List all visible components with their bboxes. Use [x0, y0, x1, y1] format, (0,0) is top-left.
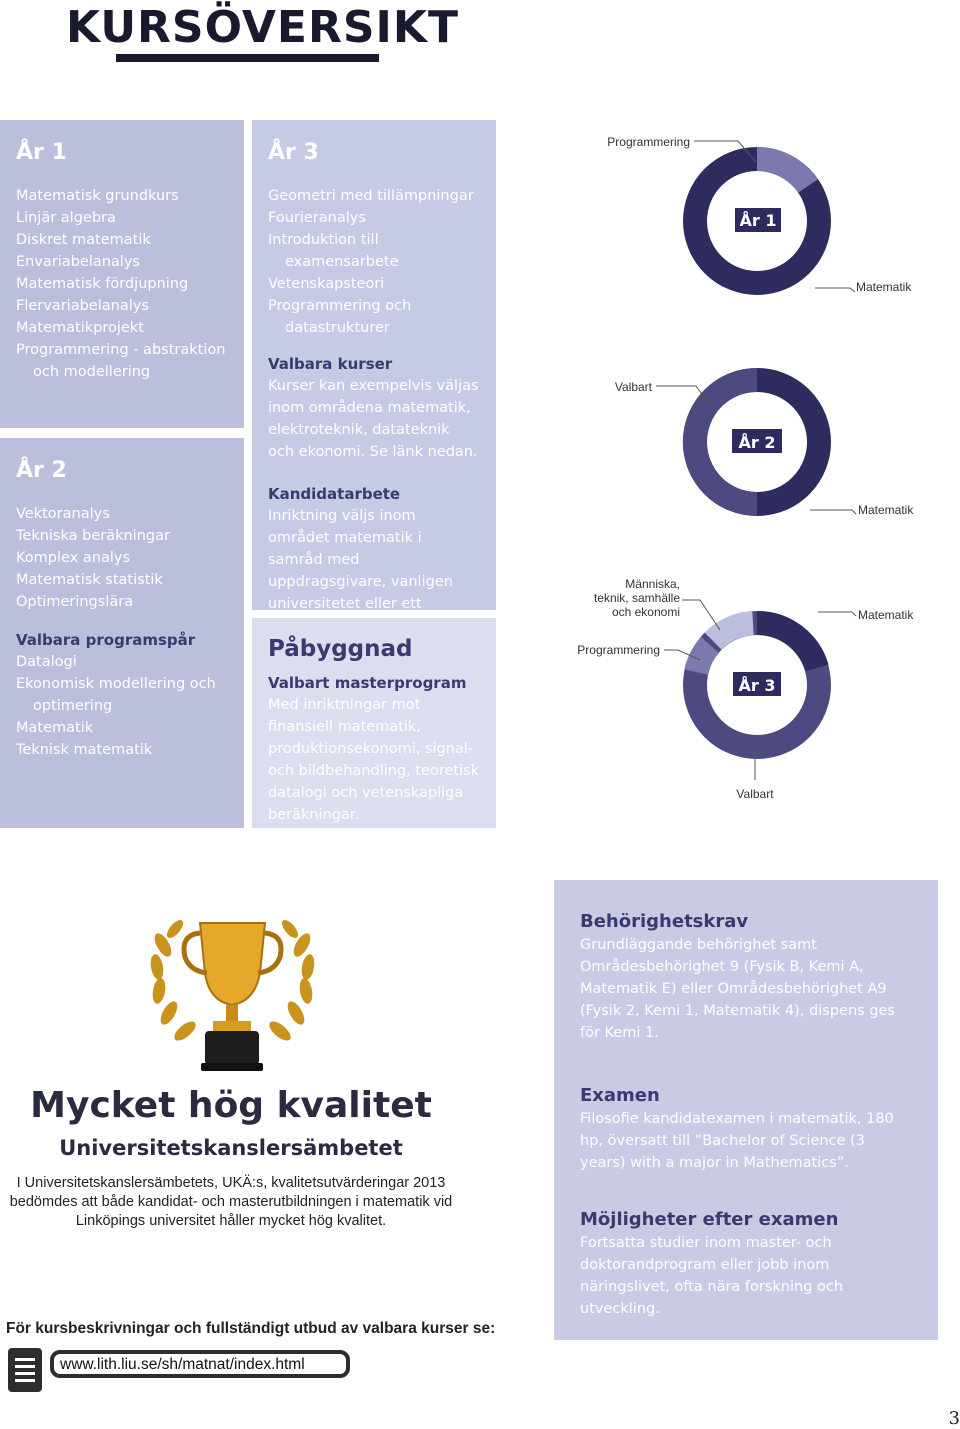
year2-box — [0, 438, 244, 828]
callout-math: Matematik — [856, 280, 912, 294]
requirements-text: Grundläggande behörighet samt Områdesbehörighet 9 (Fysik B, Kemi A, Matematik E) eller Områdesbehörighet A9 (Fysik 2, Kemi 1, Matematik 4), dispens ges för Kemi 1. — [580, 937, 895, 1041]
links-heading: För kursbeskrivningar och fullständigt utbud av valbara kurser se: — [6, 1320, 496, 1337]
course-item: Flervariabelanalys — [16, 298, 149, 314]
thesis-text: Inriktning väljs inom området matematik i samråd med uppdragsgivare, vanligen universitetet eller ett — [268, 508, 453, 612]
after-exam-section — [580, 1208, 912, 1320]
course-item: Programmering - abstraktion — [16, 342, 226, 358]
donut-svg — [560, 120, 960, 820]
donut-year1-label: År 1 — [739, 211, 777, 230]
course-item: Introduktion till — [268, 232, 379, 248]
year1-course-list — [16, 185, 228, 383]
track-item: Matematik — [16, 720, 94, 736]
info-box — [554, 880, 938, 1340]
callout-programming: Programmering — [607, 135, 690, 149]
callout-math: Matematik — [858, 503, 914, 517]
course-item: datastrukturer — [285, 320, 390, 336]
callout-society-2: teknik, samhälle — [593, 591, 680, 605]
course-item: Matematisk grundkurs — [16, 188, 179, 204]
donut-year3-society — [713, 623, 753, 641]
title-underline — [116, 54, 379, 62]
course-item: och modellering — [33, 364, 151, 380]
advanced-text: Med inriktningar mot finansiell matematik, produktionsekonomi, signal- och bildbehandling, teoretisk datalogi och vetenskapliga beräkningar. — [268, 697, 480, 823]
url-box[interactable] — [50, 1350, 350, 1378]
exam-section — [580, 1084, 912, 1174]
course-item: Vektoranalys — [16, 506, 110, 522]
electives-heading: Valbara kurser — [268, 355, 393, 373]
course-item: Matematisk statistik — [16, 572, 163, 588]
quality-title: Mycket hög kvalitet — [30, 1085, 432, 1126]
donut-year3 — [577, 577, 914, 801]
course-item: Matematikprojekt — [16, 320, 144, 336]
year2-heading: År 2 — [16, 458, 67, 483]
callout-line — [815, 288, 855, 292]
course-item: examensarbete — [285, 254, 399, 270]
after-exam-text: Fortsatta studier inom master- och doktorandprogram eller jobb inom näringslivet, ofta nära forskning och utveckling. — [580, 1235, 844, 1317]
course-item: Fourieranalys — [268, 210, 366, 226]
callout-line — [818, 612, 856, 616]
donut-year2-label: År 2 — [738, 433, 776, 452]
track-item: optimering — [33, 698, 113, 714]
course-item: Programmering och — [268, 298, 412, 314]
tracks-list — [16, 651, 228, 761]
tracks-heading: Valbara programspår — [16, 631, 196, 649]
callout-programming: Programmering — [577, 643, 660, 657]
callout-elective: Valbart — [614, 380, 652, 394]
course-item: Envariabelanalys — [16, 254, 140, 270]
course-item: Diskret matematik — [16, 232, 151, 248]
course-item: Geometri med tillämpningar — [268, 188, 474, 204]
quality-body: I Universitetskanslersämbetets, UKÄ:s, kvalitetsutvärderingar 2013 bedömdes att både kandidat- och masterutbildningen i matematik vid Linköpings universitet håller mycket hög kvalitet. — [9, 1175, 453, 1229]
track-item: Teknisk matematik — [16, 742, 153, 758]
track-item: Ekonomisk modellering och — [16, 676, 216, 692]
thesis-heading: Kandidatarbete — [268, 485, 401, 503]
page-title: KURSÖVERSIKT — [66, 2, 460, 53]
advanced-heading: Påbyggnad — [268, 636, 413, 662]
year3-box — [252, 120, 496, 610]
year1-box — [0, 120, 244, 428]
after-exam-heading: Möjligheter efter examen — [580, 1209, 839, 1230]
page-number: 3 — [948, 1408, 960, 1429]
track-item: Datalogi — [16, 654, 77, 670]
quality-subtitle: Universitetskanslersämbetet — [59, 1136, 403, 1160]
year-donut-diagram — [560, 120, 960, 820]
document-icon — [8, 1348, 42, 1392]
callout-math: Matematik — [858, 608, 914, 622]
donut-year1 — [607, 135, 912, 294]
donut-year3-math — [757, 623, 817, 668]
callout-society-1: Människa, — [625, 577, 680, 591]
exam-text: Filosofie kandidatexamen i matematik, 180 hp, översatt till ”Bachelor of Science (3 years) with a major in Mathematics”. — [580, 1111, 894, 1171]
donut-year3-programming — [696, 645, 710, 672]
donut-year2 — [615, 380, 914, 517]
exam-heading: Examen — [580, 1085, 660, 1106]
course-url-link[interactable]: www.lith.liu.se/sh/matnat/index.html — [60, 1356, 305, 1373]
course-item: Linjär algebra — [16, 210, 116, 226]
year1-heading: År 1 — [16, 140, 67, 165]
year3-heading: År 3 — [268, 140, 319, 165]
course-item: Matematisk fördjupning — [16, 276, 189, 292]
electives-text: Kurser kan exempelvis väljas inom områdena matematik, elektroteknik, datateknik och ekonomi. Se länk nedan. — [268, 378, 479, 460]
advanced-subheading: Valbart masterprogram — [268, 674, 467, 692]
url-row — [8, 1346, 368, 1396]
callout-society-3: och ekonomi — [611, 605, 680, 619]
course-item: Optimeringslära — [16, 594, 134, 610]
donut-year1-programming — [757, 159, 808, 186]
advanced-box — [252, 618, 496, 828]
requirements-section — [580, 910, 912, 1044]
course-item: Komplex analys — [16, 550, 130, 566]
trophy-icon — [145, 905, 320, 1075]
donut-year3-label: År 3 — [738, 676, 776, 695]
callout-elective: Valbart — [736, 787, 774, 801]
callout-line — [810, 510, 856, 514]
year3-course-list — [268, 185, 480, 339]
year2-course-list — [16, 503, 228, 613]
course-item: Tekniska beräkningar — [16, 528, 170, 544]
course-item: Vetenskapsteori — [268, 276, 385, 292]
requirements-heading: Behörighetskrav — [580, 911, 749, 932]
